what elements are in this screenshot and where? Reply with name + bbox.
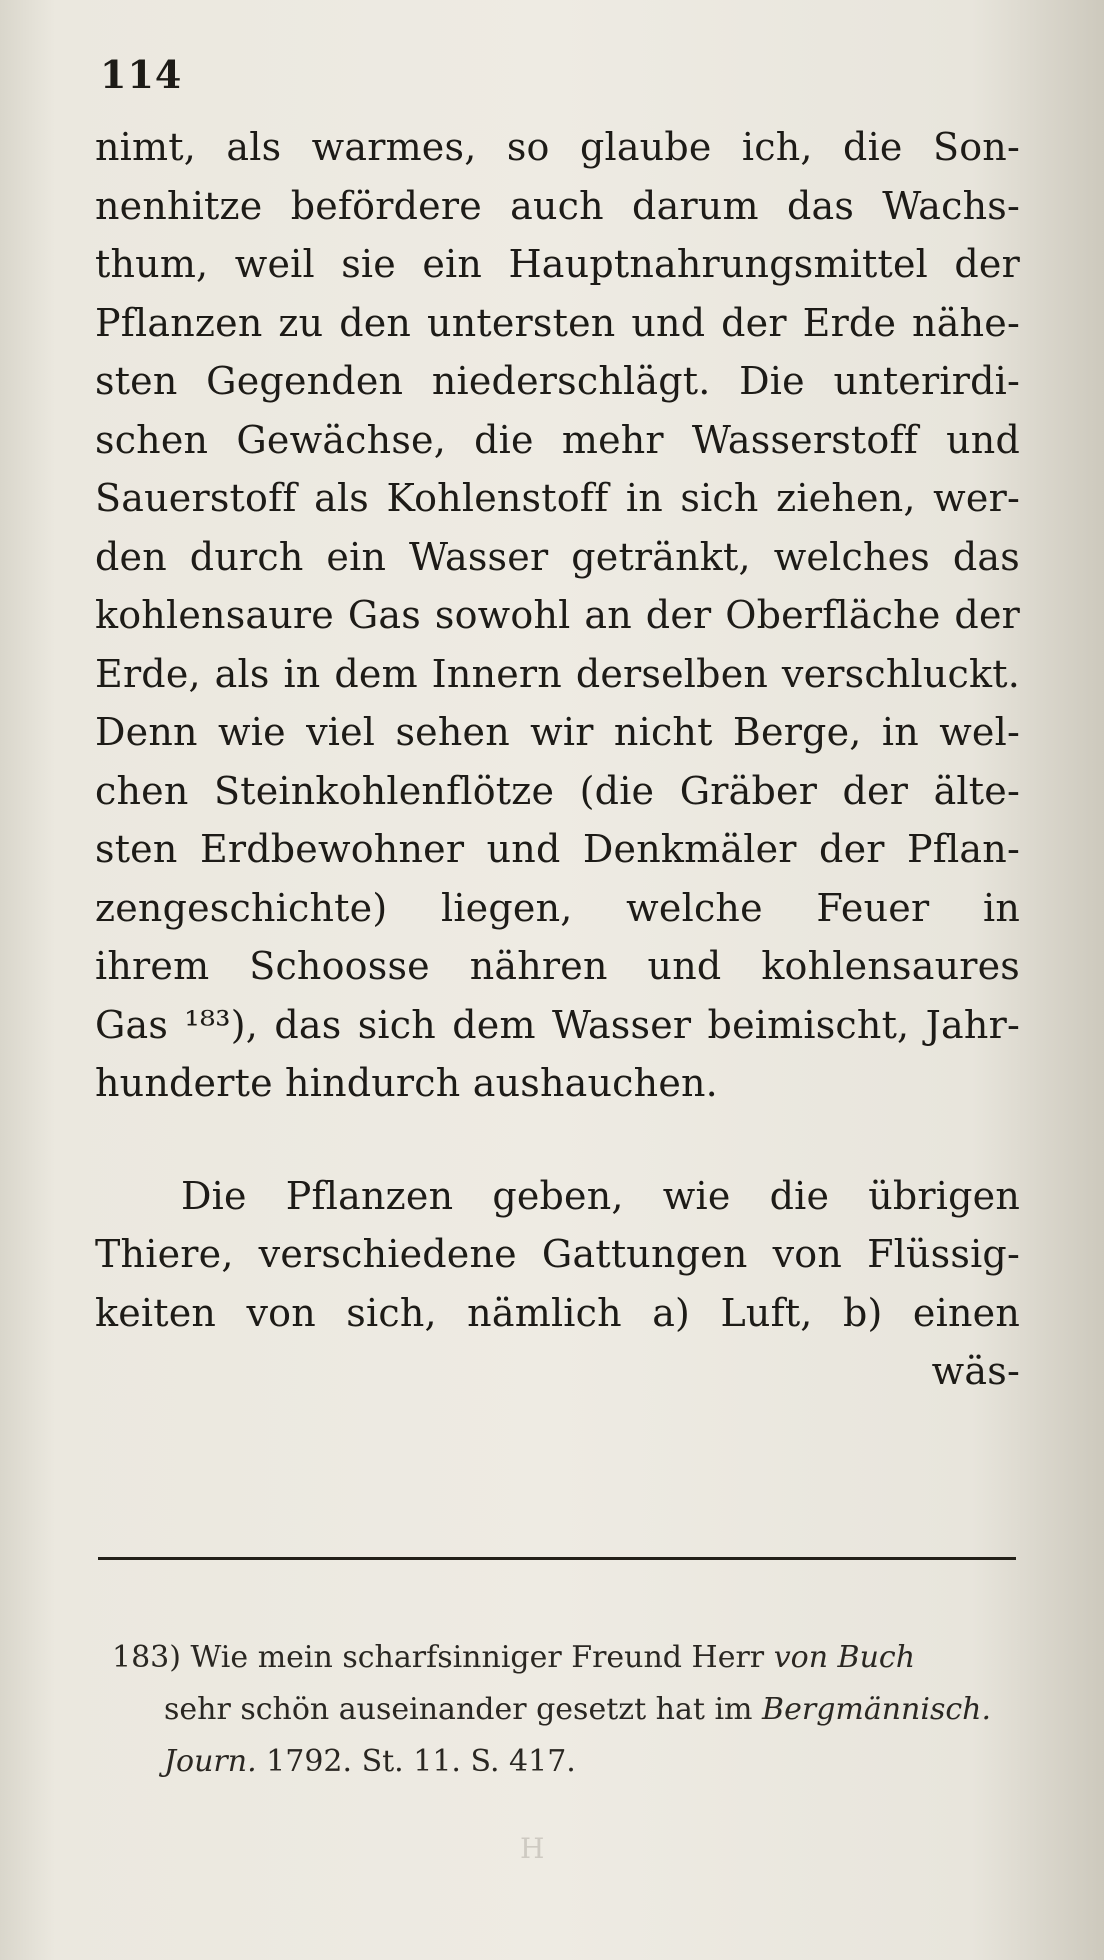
signature-mark: H xyxy=(520,1832,545,1865)
footnote-journal: Journ. xyxy=(164,1744,257,1779)
footnote-line xyxy=(112,1736,1022,1788)
text-line: keiten von sich, nämlich a) Luft, b) einen xyxy=(95,1290,1020,1335)
text-line: zengeschichte) liegen, welche Feuer in xyxy=(95,885,1020,930)
text-line: Sauerstoff als Kohlenstoff in sich ziehen, wer- xyxy=(95,476,1020,520)
footnote-text: 1792. St. 11. S. 417. xyxy=(256,1744,576,1779)
text-line: hunderte hindurch aushauchen. xyxy=(95,1061,718,1105)
catchword: wäs- xyxy=(931,1349,1020,1393)
text-line: thum, weil sie ein Hauptnahrungsmittel der xyxy=(95,242,1020,286)
footnote xyxy=(112,1632,1022,1788)
footnote-line xyxy=(112,1632,1022,1684)
text-line: Pflanzen zu den untersten und der Erde nähe- xyxy=(95,300,1020,345)
text-line: nimt, als warmes, so glaube ich, die Son- xyxy=(95,125,1020,169)
text-line: sten Gegenden niederschlägt. Die unterirdi- xyxy=(95,359,1020,403)
footnote-rule xyxy=(98,1557,1016,1560)
text-line: schen Gewächse, die mehr Wasserstoff und xyxy=(95,417,1020,462)
footnote-text: sehr schön auseinander gesetzt hat im xyxy=(164,1692,763,1727)
paragraph-gap xyxy=(95,1113,1020,1167)
page-number: 114 xyxy=(100,52,183,97)
text-line: Thiere, verschiedene Gattungen von Flüssig- xyxy=(95,1232,1020,1276)
footnote-author: von Buch xyxy=(773,1640,916,1675)
text-line: nenhitze befördere auch darum das Wachs- xyxy=(95,183,1020,228)
text-line: Erde, als in dem Innern derselben verschluckt. xyxy=(95,651,1020,696)
text-line: chen Steinkohlenflötze (die Gräber der älte- xyxy=(95,768,1020,813)
footnote-journal: Bergmännisch. xyxy=(762,1692,992,1727)
text-line: sten Erdbewohner und Denkmäler der Pflan- xyxy=(95,827,1020,871)
footnote-text: 183) Wie mein scharfsinniger Freund Herr xyxy=(112,1640,774,1675)
footnote-line xyxy=(112,1684,1022,1736)
text-line: Denn wie viel sehen wir nicht Berge, in wel- xyxy=(95,710,1020,754)
text-line: den durch ein Wasser getränkt, welches das xyxy=(95,534,1020,579)
main-text xyxy=(95,118,1020,1401)
text-line: ihrem Schoosse nähren und kohlensaures xyxy=(95,944,1020,988)
text-line: kohlensaure Gas sowohl an der Oberfläche der xyxy=(95,593,1020,637)
text-line: Die Pflanzen geben, wie die übrigen xyxy=(181,1173,1020,1218)
text-line: Gas ¹⁸³), das sich dem Wasser beimischt, Jahr- xyxy=(95,1002,1020,1047)
